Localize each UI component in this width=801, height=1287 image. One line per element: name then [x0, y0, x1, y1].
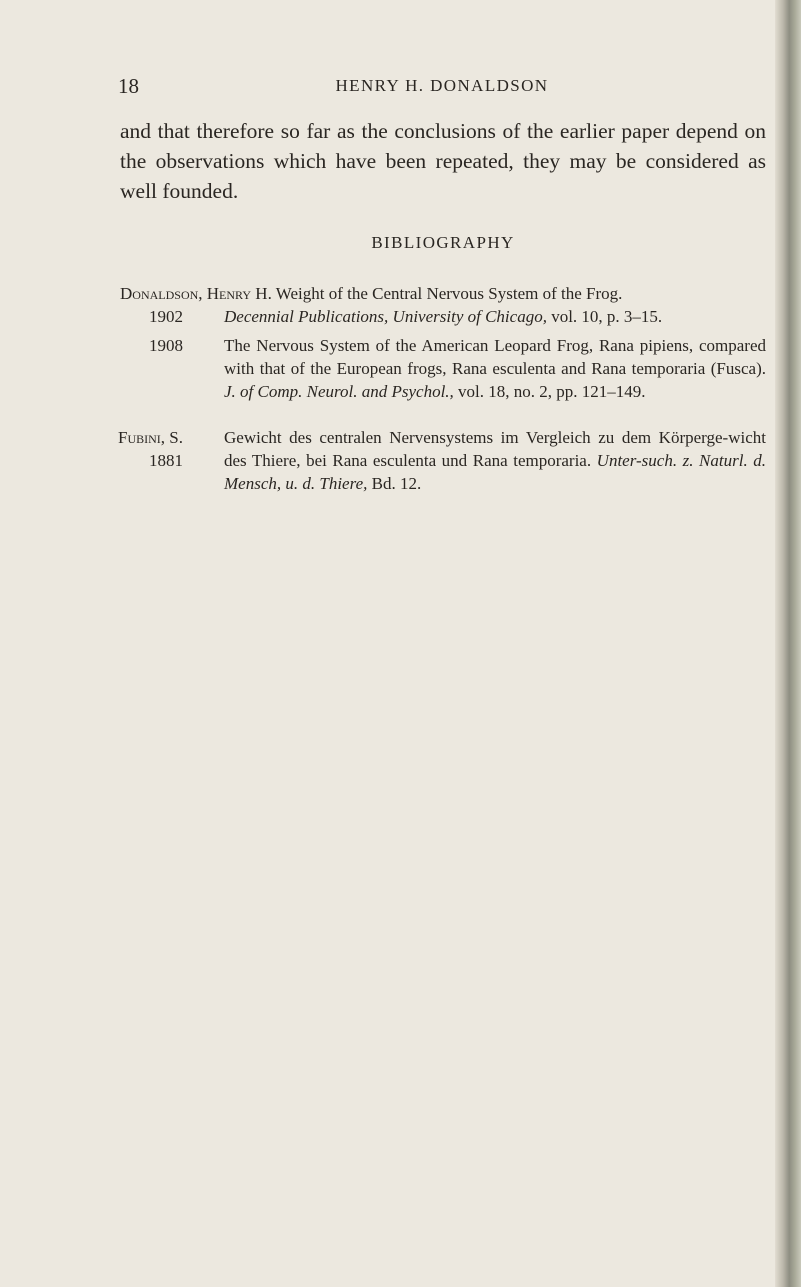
bib-author-donaldson	[120, 284, 622, 303]
bib-title: Gewicht des centralen Nervensystems im Vergleich zu dem Körperge-wicht des Thiere, bei Rana esculenta und Rana temporaria.	[224, 428, 766, 470]
bib-title: Weight of the Central Nervous System of the Frog.	[275, 284, 623, 303]
bib-entry-1908	[120, 334, 766, 426]
bib-entry-fubini	[120, 426, 766, 495]
bib-source: Decennial Publications, University of Chicago,	[224, 307, 547, 326]
bib-year: 1902	[149, 307, 183, 326]
section-heading: BIBLIOGRAPHY	[371, 233, 515, 252]
bib-details: vol. 10, p. 3–15.	[551, 307, 663, 326]
page-edge-shadow	[775, 0, 801, 1287]
bib-details: Bd. 12.	[371, 474, 422, 493]
bib-text	[224, 334, 766, 403]
bib-year: 1908	[149, 336, 183, 355]
body-paragraph: and that therefore so far as the conclusions of the earlier paper depend on the observations which have been repeated, they may be considered as well founded.	[120, 119, 766, 203]
bib-author-name: Donaldson, Henry H.	[120, 284, 272, 303]
bib-text	[224, 426, 766, 495]
running-title: HENRY H. DONALDSON	[335, 76, 549, 95]
bib-title: The Nervous System of the American Leopard Frog, Rana pipiens, compared with that of the European frogs, Rana esculenta and Rana temporaria (Fusca).	[224, 336, 766, 378]
bib-journal: Unter-such. z. Naturl. d. Mensch, u. d. Thiere,	[224, 451, 766, 493]
bib-year: 1881	[149, 451, 183, 470]
bib-text	[224, 305, 766, 328]
running-head	[118, 74, 766, 104]
bib-author-line-donaldson	[120, 282, 766, 305]
page-number: 18	[118, 74, 139, 98]
bib-details: vol. 18, no. 2, pp. 121–149.	[458, 382, 646, 401]
bib-author-fubini: Fubini, S.	[118, 428, 183, 447]
bib-journal: J. of Comp. Neurol. and Psychol.,	[224, 382, 454, 401]
bib-entry-1902	[120, 305, 766, 328]
